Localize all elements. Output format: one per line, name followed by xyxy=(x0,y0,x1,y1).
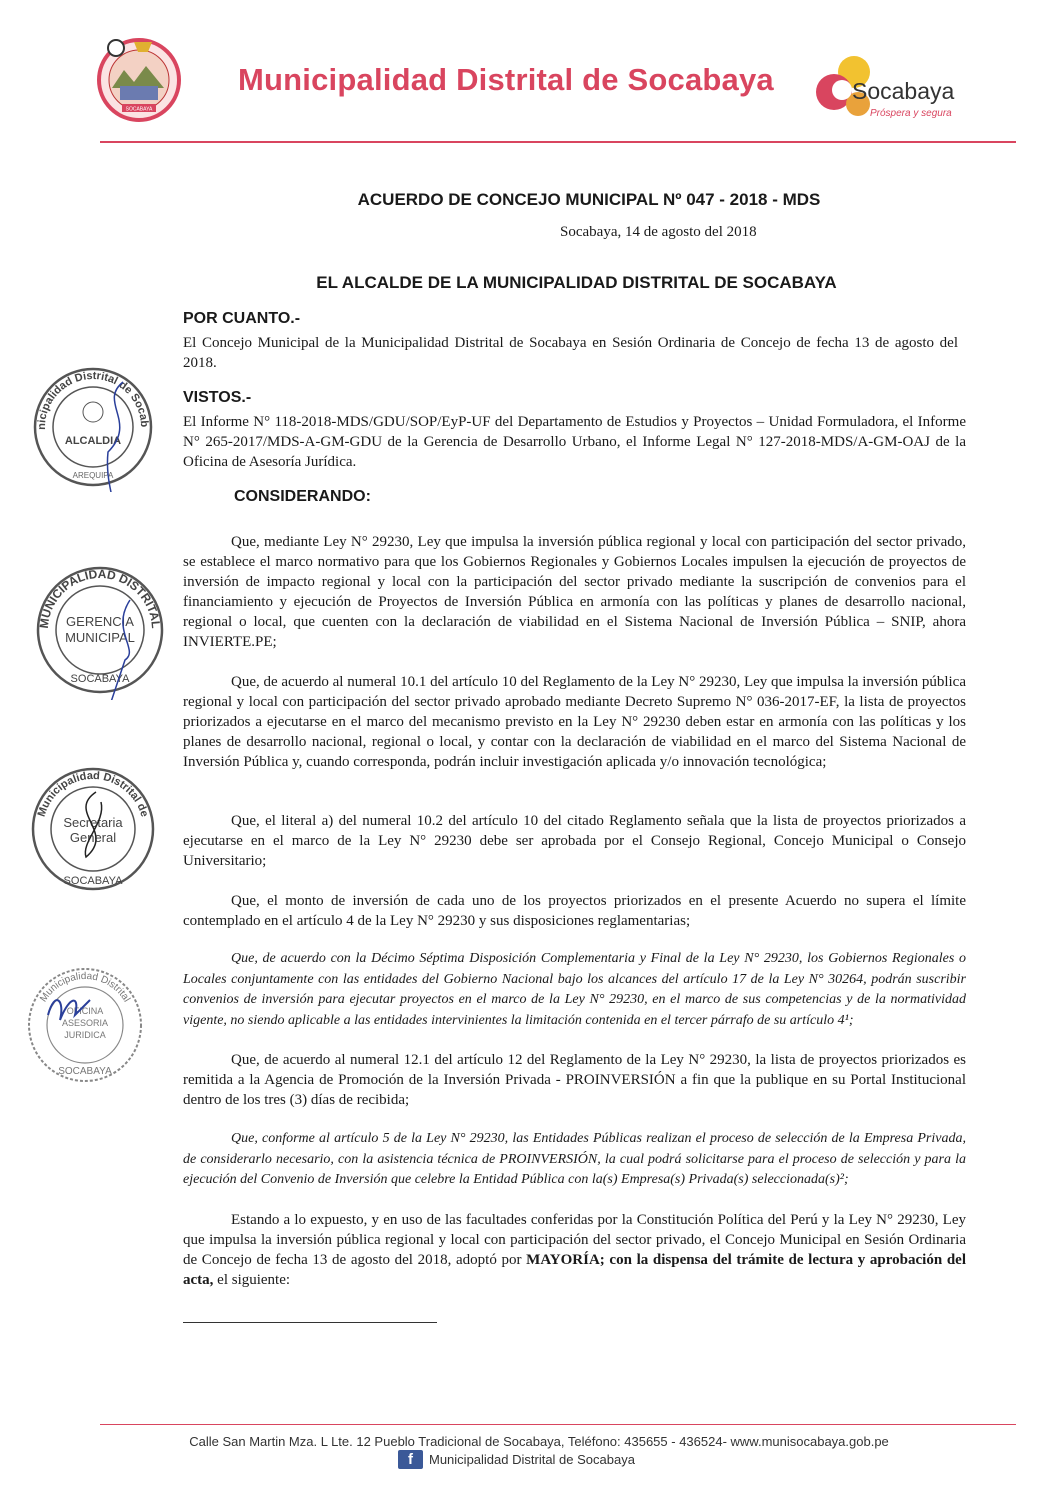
gerencia-stamp xyxy=(30,560,170,700)
asesoria-center-text-2: ASESORIA xyxy=(61,1018,109,1028)
considerando-paragraph-4: Que, el monto de inversión de cada uno de los proyectos priorizados en el presente Acuerdo no supera el límite contemplado en el artículo 4 de la Ley N° 29230 y sus disposiciones reglamentarias; xyxy=(183,893,966,929)
considerando-paragraph-2: Que, de acuerdo al numeral 10.1 del artículo 10 del Reglamento de la Ley N° 29230, Ley que impulsa la inversión pública regional y local con participación del sector privado aprobado mediante Decreto Supremo N° 036-2017-EF, la lista de proyectos priorizados a ejecutarse en el marco del mecanismo previsto en la Ley N° 29230 deben estar en armonía con las políticas y los planes de desarrollo nacional, regional o local, y contar con la declaración de viabilidad en el marco del Sistema Nacional de Inversión Pública y, cuando corresponda, podrán incluir investigación aplicada y/o innovación tecnológica; xyxy=(183,674,966,770)
document-title: ACUERDO DE CONCEJO MUNICIPAL Nº 047 - 2018 - MDS xyxy=(357,190,821,209)
por-cuanto-heading: POR CUANTO.- xyxy=(183,310,301,327)
considerando-paragraph-5: Que, de acuerdo con la Décimo Séptima Disposición Complementaria y Final de la Ley N° 29230, los Gobiernos Regionales o Locales conjuntamente con las entidades del Gobierno Nacional bajo los alcances del artículo 17 de la Ley N° 30264, podrán suscribir convenios de inversión para ejecutar proyectos en el marco de la Ley N° 29230, en el marco de sus competencias y de la normatividad vigente, no siendo aplicable a las entidades intervinientes la limitación contenida en el tercer párrafo de su artículo 4¹; xyxy=(183,951,966,1028)
secretaria-center-text-1: Secretaria xyxy=(63,815,123,830)
paragraph-8-end: el siguiente: xyxy=(213,1272,291,1288)
footer-address: Calle San Martin Mza. L Lte. 12 Pueblo Tradicional de Socabaya, Teléfono: 435655 - 436524- www.munisocabaya.gob.pe xyxy=(189,1434,889,1449)
asesoria-center-text-1: OFICINA xyxy=(66,1006,104,1016)
footer-facebook-link[interactable] xyxy=(398,1450,635,1469)
header-divider xyxy=(100,141,1016,143)
mayoria-emphasis: MAYORÍA; con la dispensa del trámite de lectura y aprobación del acta, xyxy=(183,1252,966,1288)
por-cuanto-text: El Concejo Municipal de la Municipalidad Distrital de Socabaya en Sesión Ordinaria de Concejo de fecha 13 de agosto del 2018. xyxy=(183,335,958,371)
vistos-heading: VISTOS.- xyxy=(183,389,252,406)
footnote-divider xyxy=(183,1322,437,1323)
considerando-paragraph-8 xyxy=(183,1210,966,1290)
paragraph-8-text: Estando a lo expuesto, y en uso de las facultades conferidas por la Constitución Política del Perú y la Ley N° 29230, Ley que impulsa la inversión pública regional y local con participación del sector privado, el Concejo Municipal en Sesión Ordinaria de Concejo de fecha 13 de agosto del 2018, adoptó por xyxy=(183,1212,966,1268)
vistos-text: El Informe N° 118-2018-MDS/GDU/SOP/EyP-UF del Departamento de Estudios y Proyectos – Unidad Formuladora, el Informe N° 265-2017/MDS-A-GM-GDU de la Gerencia de Desarrollo Urbano, el Informe Legal N° 127-2018-MDS/A-GM-OAJ de la Oficina de Asesoría Jurídica. xyxy=(183,414,966,470)
facebook-page-name: Municipalidad Distrital de Socabaya xyxy=(429,1452,635,1467)
alcaldia-stamp xyxy=(28,362,158,492)
footer-divider xyxy=(100,1424,1016,1425)
seal-label: SOCABAYA xyxy=(125,106,153,113)
secretaria-ring-text: Municipalidad Distrital de xyxy=(35,769,151,819)
considerando-paragraph-7: Que, conforme al artículo 5 de la Ley N° 29230, las Entidades Públicas realizan el proceso de selección de la Empresa Privada, de considerarlo necesario, con la asistencia técnica de PROINVERSIÓN, la cual podrá solicitarse para el proceso de selección y para la ejecución del Convenio de Inversión que celebre la Entidad Pública con la(s) Empresa(s) Privada(s) seleccionada(s)²; xyxy=(183,1131,966,1187)
asesoria-stamp xyxy=(20,960,150,1090)
gerencia-ring-text: MUNICIPALIDAD DISTRITAL xyxy=(36,566,164,630)
secretaria-bottom-text: SOCABAYA xyxy=(63,875,123,887)
gerencia-center-text-1: GERENCIA xyxy=(66,614,134,629)
gerencia-bottom-text: SOCABAYA xyxy=(70,673,130,685)
considerando-paragraph-3: Que, el literal a) del numeral 10.2 del artículo 10 del citado Reglamento señala que la lista de proyectos priorizados a ejecutarse en el marco de la Ley N° 29230 debe ser aprobada por el Consejo Regional, Concejo Municipal o Consejo Universitario; xyxy=(183,813,966,869)
considerando-paragraph-1: Que, mediante Ley N° 29230, Ley que impulsa la inversión pública regional y local con participación del sector privado, se establece el marco normativo para que los Gobiernos Regionales y Gobiernos Locales impulsen la ejecución de proyectos de inversión de impacto regional y local con la participación del sector privado mediante la suscripción de convenios para el financiamiento y ejecución de Proyectos de Inversión Pública en armonía con las políticas y planes de desarrollo nacional, regional o local, que cuenten con la declaración de viabilidad en el Sistema Nacional de Inversión Pública – SNIP, ahora INVIERTE.PE; xyxy=(183,534,966,650)
facebook-icon: f xyxy=(398,1450,423,1469)
asesoria-center-text-3: JURIDICA xyxy=(64,1030,106,1040)
gerencia-center-text-2: MUNICIPAL xyxy=(65,630,135,645)
considerando-paragraph-6: Que, de acuerdo al numeral 12.1 del artículo 12 del Reglamento de la Ley N° 29230, la lista de proyectos priorizados es remitida a la Agencia de Promoción de la Inversión Privada - PROINVERSIÓN a fin que la publique en su Portal Institucional dentro de los tres (3) días de recibida; xyxy=(183,1052,966,1108)
brand-tagline: Próspera y segura xyxy=(870,108,952,119)
asesoria-bottom-text: SOCABAYA xyxy=(58,1066,112,1077)
alcaldia-center-text: ALCALDIA xyxy=(64,435,122,447)
municipal-seal xyxy=(94,30,184,125)
alcaldia-bottom-text: AREQUIPA xyxy=(72,471,114,480)
considerando-heading: CONSIDERANDO: xyxy=(234,488,371,505)
alcaldia-ring-text: nicipalidad Distrital de Socab xyxy=(35,369,151,430)
brand-name: Socabaya xyxy=(852,78,955,104)
asesoria-ring-text: Municipalidad Distrital xyxy=(38,970,133,1005)
secretaria-stamp xyxy=(26,762,161,897)
issuer-heading: EL ALCALDE DE LA MUNICIPALIDAD DISTRITAL DE SOCABAYA xyxy=(316,273,837,292)
secretaria-center-text-2: General xyxy=(69,830,117,845)
document-date: Socabaya, 14 de agosto del 2018 xyxy=(560,224,757,240)
header-title: Municipalidad Distrital de Socabaya xyxy=(238,62,774,97)
